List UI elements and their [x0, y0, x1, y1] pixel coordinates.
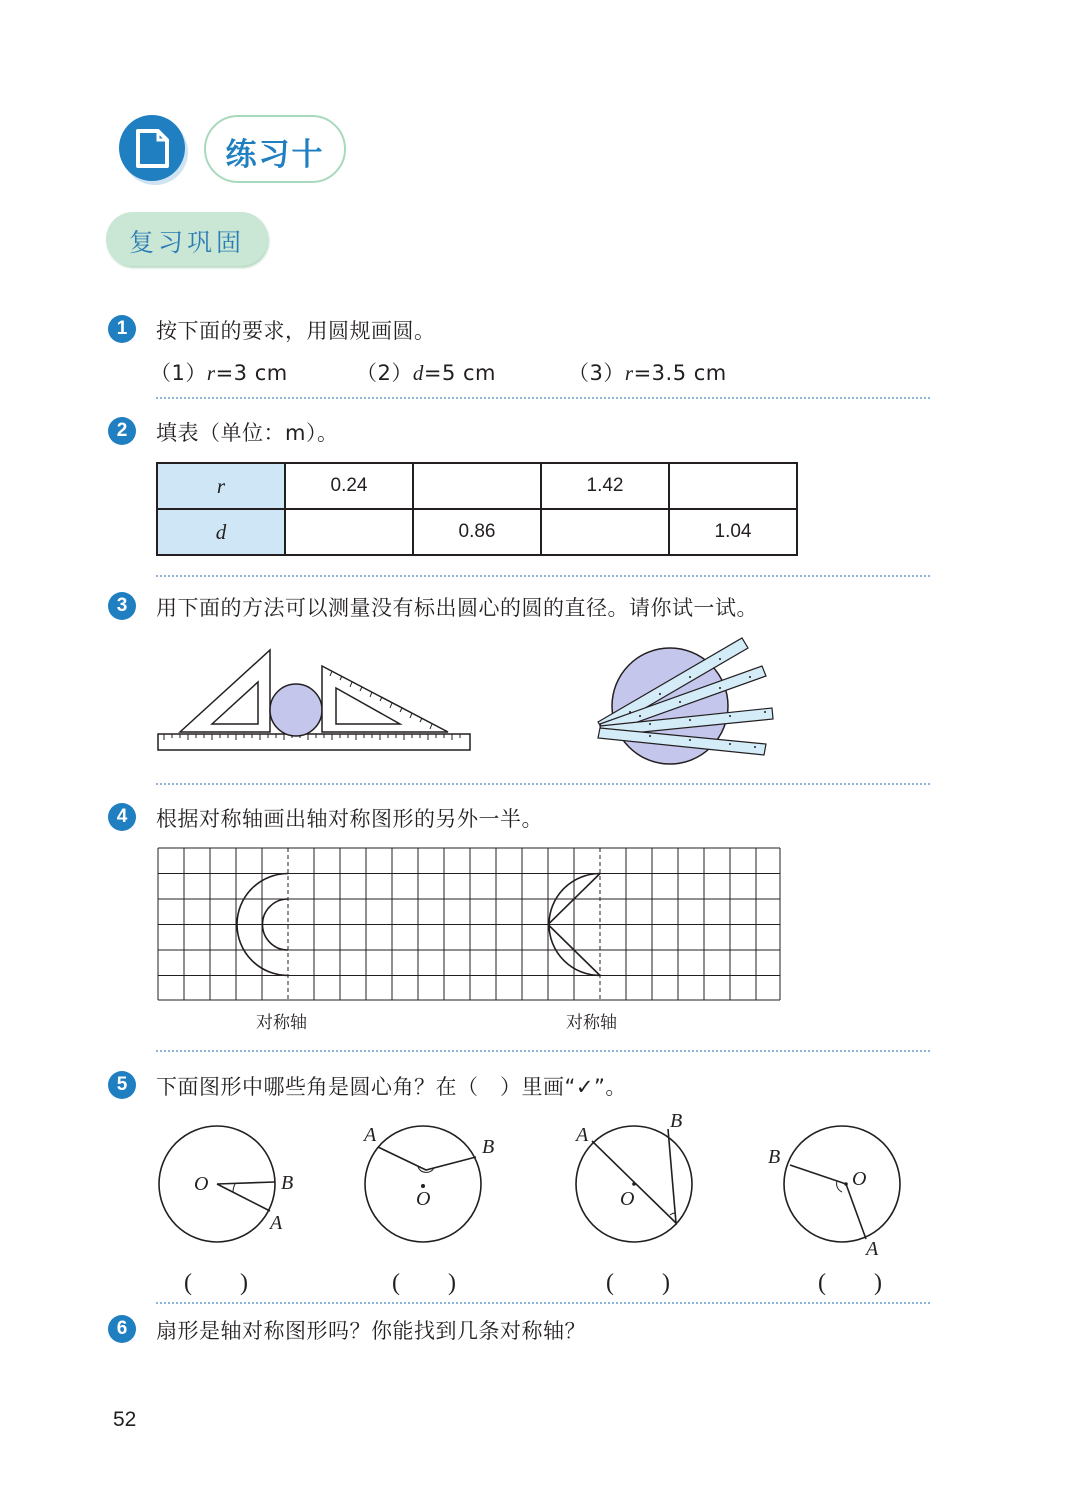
answer-blank-3[interactable]: ( ): [606, 1270, 670, 1296]
label-o: O: [194, 1173, 209, 1195]
table-cell[interactable]: 0.24: [285, 463, 413, 509]
label-a: A: [270, 1212, 283, 1234]
label-a: A: [866, 1238, 879, 1260]
set-square-illustration: [150, 640, 480, 760]
question-number-6: 6: [108, 1315, 136, 1343]
title-pill: [204, 115, 346, 183]
document-icon: [118, 114, 190, 186]
q1-item-3: （3）r=3.5 cm: [568, 361, 727, 385]
question-number-4: 4: [108, 803, 136, 831]
label-a: A: [364, 1124, 377, 1146]
section-pill: [106, 212, 268, 266]
table-header-d: d: [157, 509, 285, 555]
question-number-3: 3: [108, 592, 136, 620]
angle-circle-3: [562, 1105, 722, 1255]
angle-circle-4: [762, 1115, 922, 1265]
q3-text: 用下面的方法可以测量没有标出圆心的圆的直径。请你试一试。: [156, 596, 758, 620]
q5-text: 下面图形中哪些角是圆心角？在（ ）里画“✓”。: [156, 1075, 627, 1099]
answer-blank-2[interactable]: ( ): [392, 1270, 456, 1296]
q1-item-2: （2）d=5 cm: [356, 361, 497, 385]
table-row-r: [157, 463, 797, 509]
table-cell[interactable]: 1.04: [669, 509, 797, 555]
label-o: O: [416, 1188, 431, 1210]
answer-blank-1[interactable]: ( ): [184, 1270, 248, 1296]
answer-blank-4[interactable]: ( ): [818, 1270, 882, 1296]
label-b: B: [768, 1146, 781, 1168]
page-number: 52: [113, 1408, 137, 1431]
question-number-1: 1: [108, 315, 136, 343]
table-cell[interactable]: [413, 463, 541, 509]
table-cell[interactable]: [669, 463, 797, 509]
angle-circle-1: [150, 1115, 300, 1255]
section-title: 复习巩固: [128, 228, 245, 257]
label-b: B: [670, 1110, 683, 1132]
table-cell[interactable]: 1.42: [541, 463, 669, 509]
symmetry-grid: [156, 846, 782, 1002]
axis-label-2: 对称轴: [566, 1013, 617, 1033]
question-number-5: 5: [108, 1071, 136, 1099]
q1-item-1: （1）r=3 cm: [150, 361, 288, 385]
q1-text: 按下面的要求，用圆规画圆。: [156, 319, 436, 343]
divider: [156, 397, 930, 399]
q2-text: 填表（单位：m）。: [156, 421, 339, 445]
table-cell[interactable]: [285, 509, 413, 555]
table-cell[interactable]: [541, 509, 669, 555]
page-title: 练习十: [225, 137, 325, 173]
divider: [156, 575, 930, 577]
question-number-2: 2: [108, 417, 136, 445]
q6-text: 扇形是轴对称图形吗？你能找到几条对称轴？: [156, 1319, 586, 1343]
q4-text: 根据对称轴画出轴对称图形的另外一半。: [156, 807, 543, 831]
label-o: O: [852, 1168, 867, 1190]
angle-circle-2: [352, 1115, 512, 1255]
divider: [156, 1050, 930, 1052]
table-row-d: [157, 509, 797, 555]
rulers-on-circle-illustration: [590, 630, 780, 775]
label-b: B: [281, 1172, 294, 1194]
table-header-r: r: [157, 463, 285, 509]
label-a: A: [576, 1124, 589, 1146]
label-o: O: [620, 1188, 635, 1210]
divider: [156, 783, 930, 785]
divider: [156, 1302, 930, 1304]
axis-label-1: 对称轴: [256, 1013, 307, 1033]
fill-table: [156, 462, 798, 556]
label-b: B: [482, 1136, 495, 1158]
table-cell[interactable]: 0.86: [413, 509, 541, 555]
